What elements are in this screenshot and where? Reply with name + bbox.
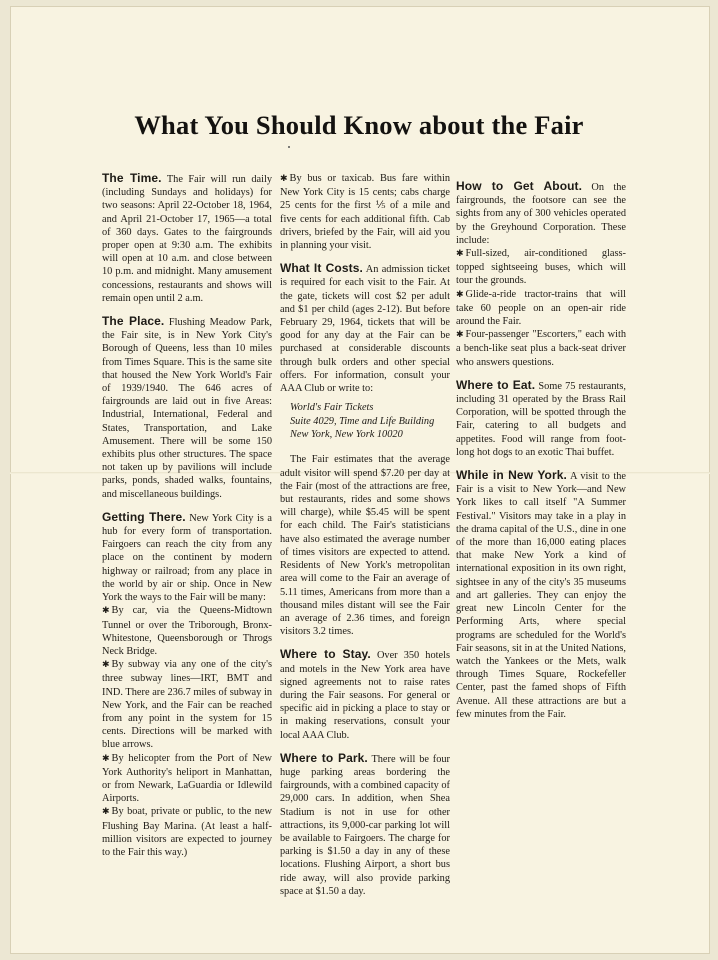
list-item	[102, 752, 272, 806]
asterisk-bullet-icon: ✱	[102, 753, 110, 764]
asterisk-bullet-icon: ✱	[456, 249, 464, 260]
section-heading: The Time.	[102, 171, 162, 185]
column-1	[102, 172, 272, 859]
section-new-york	[456, 469, 626, 721]
bullet-text: Glide-a-ride tractor-trains that will take 60 people on an open-air ride around the Fair.	[456, 288, 626, 328]
section-stay	[280, 648, 450, 741]
section-eat	[456, 379, 626, 459]
section-time	[102, 172, 272, 305]
section-text: On the fairgrounds, the footsore can see the sights from any of 300 vehicles operated by the Greyhound Corporation. These include:	[456, 182, 626, 246]
section-text: New York City is a hub for every form of transportation. Fairgoers can reach the city from any place on the continent by modern highway or railroad; from any place in the world by air or ship. Once in New York the ways to the Fair will be many:	[102, 512, 272, 604]
section-park	[280, 752, 450, 898]
section-text: The Fair will run daily (including Sundays and holidays) for two seasons: April 22-October 18, 1964, and April 21-October 17, 1965—a total of 360 days. Gates to the fairgrounds proper open at 9:30 a.m. The exhibits will open at 10 a.m. and close between 10 p.m. and midnight. Many amusement concessions, restaurants and shows will remain open until 2 a.m.	[102, 174, 272, 304]
ink-speck	[288, 146, 290, 148]
asterisk-bullet-icon: ✱	[102, 660, 110, 671]
section-heading: While in New York.	[456, 468, 567, 483]
section-heading: Where to Eat.	[456, 377, 536, 392]
page-title: What You Should Know about the Fair	[134, 110, 584, 140]
address-line: World's Fair Tickets	[290, 402, 374, 414]
section-text: An admission ticket is required for each visit to the Fair. At the gate, tickets will cost $2 per adult and $1 per child (ages 2-12). But before February 29, 1964, tickets that will be good for any day at the Fair can be purchased at considerable discounts through bulk orders and other special offers. For information, consult your AAA Club or write to:	[280, 264, 450, 395]
section-text: A visit to the Fair is a visit to New York—and New York likes to call itself "A Summer Festival." Visitors may take in a play in the drama capital of the U.S., dine in one of the more than 16,000 eating places that make New York a kind of international exposition in its own right, sightsee in any of the city's 35 museums and art galleries. They can enjoy the great new Lincoln Center for the Performing Arts, where special programs are scheduled for the World's Fair seasons, sit in at the United Nations, watch the Yankees or the Mets, walk through Times Square, Rockefeller Center, past the famed shops of Fifth Avenue. All these attractions are but a few minutes from the Fair.	[456, 471, 626, 720]
section-costs-estimates: The Fair estimates that the average adult visitor will spend $7.20 per day at the Fair (most of the attractions are free, but restaurants, rides and some shows will charge), while $5.45 will be spent for each child. The Fair's statisticians have also estimated the average number of times visitors are expected to attend. Residents of New York's metropolitan area will come to the Fair an average of 5.11 times, Americans from more than a thousand miles distant will see the Fair an average of 2.36 times, and foreign visitors 3.2 times.	[280, 454, 450, 638]
column-3	[456, 180, 626, 731]
column-2	[280, 172, 450, 908]
list-item	[102, 805, 272, 859]
section-heading: What It Costs.	[280, 261, 363, 276]
list-item	[102, 658, 272, 751]
bullet-text: Full-sized, air-conditioned glass-topped sightseeing buses, which will tour the grounds.	[456, 248, 626, 287]
section-heading: Where to Park.	[280, 750, 368, 765]
asterisk-bullet-icon: ✱	[102, 606, 110, 617]
section-heading: Getting There.	[102, 509, 186, 524]
list-item	[456, 247, 626, 288]
section-getting-there	[102, 511, 272, 604]
asterisk-bullet-icon: ✱	[456, 330, 464, 341]
list-item	[280, 172, 450, 252]
section-costs	[280, 262, 450, 395]
section-text: There will be four huge parking areas bordering the fairgrounds, with a combined capacity of 29,000 cars. In addition, when Shea Stadium is not in use for other attractions, its 9,000-car parking lot will be available to Fairgoers. The charge for parking is $1.50 a day in any of these locations. Flushing Airport, a short bus ride away, will also provide parking space at $1.50 a day.	[280, 753, 450, 897]
section-get-about	[456, 180, 626, 247]
asterisk-bullet-icon: ✱	[456, 289, 464, 300]
list-item	[102, 604, 272, 658]
mailing-address	[290, 401, 450, 441]
bullet-text: By helicopter from the Port of New York Authority's heliport in Manhattan, or from Newark, LaGuardia or Idlewild Airports.	[102, 752, 272, 805]
bullet-text: Four-passenger "Escorters," each with a bench-like seat plus a back-seat driver who answers questions.	[456, 329, 626, 368]
section-heading: The Place.	[102, 314, 165, 329]
address-line: Suite 4029, Time and Life Building	[290, 415, 435, 427]
bullet-text: By car, via the Queens-Midtown Tunnel or over the Triborough, Bronx-Whitestone, Queensborough or Throgs Neck Bridge.	[102, 605, 272, 657]
bullet-text: By subway via any one of the city's three subway lines—IRT, BMT and IND. There are 236.7 miles of subway in New York, and the Fair can be reached from any point in the system for 15 cents. Directions will be marked with blue arrows.	[102, 659, 272, 751]
list-item	[456, 288, 626, 329]
section-text: Some 75 restaurants, including 31 operated by the Brass Rail Corporation, will be spotted through the Fair, catering to all budgets and appetites. Food will range from foot-long hot dogs to an exotic Thai buffet.	[456, 380, 627, 458]
bullet-text: By bus or taxicab. Bus fare within New York City is 15 cents; cabs charge 25 cents for the first ⅕ of a mile and five cents for each additional fifth. Cab drivers, briefed by the Fair, will aid you in planning your visit.	[280, 173, 450, 252]
list-item	[456, 328, 626, 369]
address-line: New York, New York 10020	[290, 429, 403, 441]
asterisk-bullet-icon: ✱	[280, 174, 288, 184]
section-text: Flushing Meadow Park, the Fair site, is in New York City's Borough of Queens, less than 10 miles from Times Square. This is the same site that housed the New York World's Fair of 1939/1940. The 646 acres of fairgrounds are laid out in five Areas: Industrial, International, Federal and States, Transportation, and Lake Amusement. There will be some 150 exhibits plus other structures. The space not taken up by pavilions will include parks, ponds, shaded walks, fountains, and miscellaneous buildings.	[102, 317, 272, 500]
section-heading: How to Get About.	[456, 179, 583, 193]
section-place	[102, 315, 272, 501]
bullet-text: By boat, private or public, to the new Flushing Bay Marina. (At least a half-million visitors are expected to journey to the Fair this way.)	[102, 806, 272, 858]
asterisk-bullet-icon: ✱	[102, 807, 110, 818]
section-heading: Where to Stay.	[280, 647, 371, 662]
section-text: Over 350 hotels and motels in the New York area have signed agreements not to raise rates during the Fair seasons. For general or specific aid in picking a place to stay or in making reservations, consult your local AAA Club.	[280, 650, 451, 741]
